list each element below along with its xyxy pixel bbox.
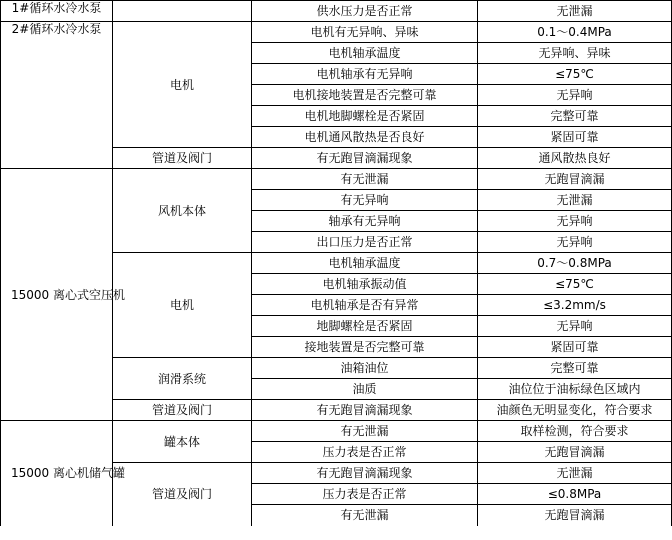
- part-cell: 罐本体: [113, 421, 252, 463]
- standard-cell: 0.7～0.8MPa: [478, 253, 672, 274]
- standard-cell: 完整可靠: [478, 106, 672, 127]
- standard-cell: 0.1～0.4MPa: [478, 22, 672, 43]
- standard-cell: ≤3.2mm/s: [478, 295, 672, 316]
- standard-cell: ≤75℃: [478, 274, 672, 295]
- standard-cell: 无异响: [478, 85, 672, 106]
- standard-cell: 通风散热良好: [478, 148, 672, 169]
- part-cell: 电机: [113, 253, 252, 358]
- standard-cell: 无跑冒滴漏: [478, 169, 672, 190]
- item-cell: 电机轴承是否有异常: [252, 295, 478, 316]
- item-cell: 电机轴承温度: [252, 253, 478, 274]
- item-cell: 供水压力是否正常: [252, 1, 478, 22]
- part-cell: [113, 1, 252, 22]
- equipment-cell: 15000 离心机储气罐: [1, 421, 113, 526]
- standard-cell: 无异响: [478, 232, 672, 253]
- standard-cell: 无跑冒滴漏: [478, 442, 672, 463]
- item-cell: 压力表是否正常: [252, 484, 478, 505]
- item-cell: 有无跑冒滴漏现象: [252, 400, 478, 421]
- equipment-cell: 2#循环水冷水泵: [1, 22, 113, 169]
- part-cell: 电机: [113, 22, 252, 148]
- table-row: [1, 22, 672, 43]
- item-cell: 轴承有无异响: [252, 211, 478, 232]
- part-cell: 管道及阀门: [113, 400, 252, 421]
- item-cell: 油箱油位: [252, 358, 478, 379]
- standard-cell: 紧固可靠: [478, 337, 672, 358]
- table-row: [1, 1, 672, 22]
- item-cell: 电机轴承振动值: [252, 274, 478, 295]
- standard-cell: 紧固可靠: [478, 127, 672, 148]
- item-cell: 出口压力是否正常: [252, 232, 478, 253]
- table-row: [1, 169, 672, 190]
- item-cell: 有无异响: [252, 190, 478, 211]
- item-cell: 电机轴承有无异响: [252, 64, 478, 85]
- item-cell: 有无跑冒滴漏现象: [252, 463, 478, 484]
- standard-cell: ≤75℃: [478, 64, 672, 85]
- standard-cell: 无泄漏: [478, 463, 672, 484]
- item-cell: 有无泄漏: [252, 505, 478, 526]
- item-cell: 压力表是否正常: [252, 442, 478, 463]
- item-cell: 电机通风散热是否良好: [252, 127, 478, 148]
- item-cell: 电机地脚螺栓是否紧固: [252, 106, 478, 127]
- item-cell: 油质: [252, 379, 478, 400]
- standard-cell: ≤0.8MPa: [478, 484, 672, 505]
- item-cell: 电机轴承温度: [252, 43, 478, 64]
- standard-cell: 无异响: [478, 316, 672, 337]
- item-cell: 有无跑冒滴漏现象: [252, 148, 478, 169]
- part-cell: 润滑系统: [113, 358, 252, 400]
- standard-cell: 无泄漏: [478, 190, 672, 211]
- standard-cell: 无异响: [478, 211, 672, 232]
- item-cell: 接地装置是否完整可靠: [252, 337, 478, 358]
- item-cell: 有无泄漏: [252, 169, 478, 190]
- standard-cell: 油颜色无明显变化，符合要求: [478, 400, 672, 421]
- standard-cell: 完整可靠: [478, 358, 672, 379]
- part-cell: 风机本体: [113, 169, 252, 253]
- standard-cell: 无泄漏: [478, 1, 672, 22]
- standard-cell: 油位位于油标绿色区域内: [478, 379, 672, 400]
- item-cell: 电机接地装置是否完整可靠: [252, 85, 478, 106]
- standard-cell: 取样检测，符合要求: [478, 421, 672, 442]
- standard-cell: 无异响、异味: [478, 43, 672, 64]
- item-cell: 地脚螺栓是否紧固: [252, 316, 478, 337]
- table-row: [1, 421, 672, 442]
- part-cell: 管道及阀门: [113, 463, 252, 526]
- standard-cell: 无跑冒滴漏: [478, 505, 672, 526]
- equipment-cell: 1#循环水冷水泵: [1, 1, 113, 22]
- item-cell: 有无泄漏: [252, 421, 478, 442]
- equipment-cell: 15000 离心式空压机: [1, 169, 113, 421]
- item-cell: 电机有无异响、异味: [252, 22, 478, 43]
- part-cell: 管道及阀门: [113, 148, 252, 169]
